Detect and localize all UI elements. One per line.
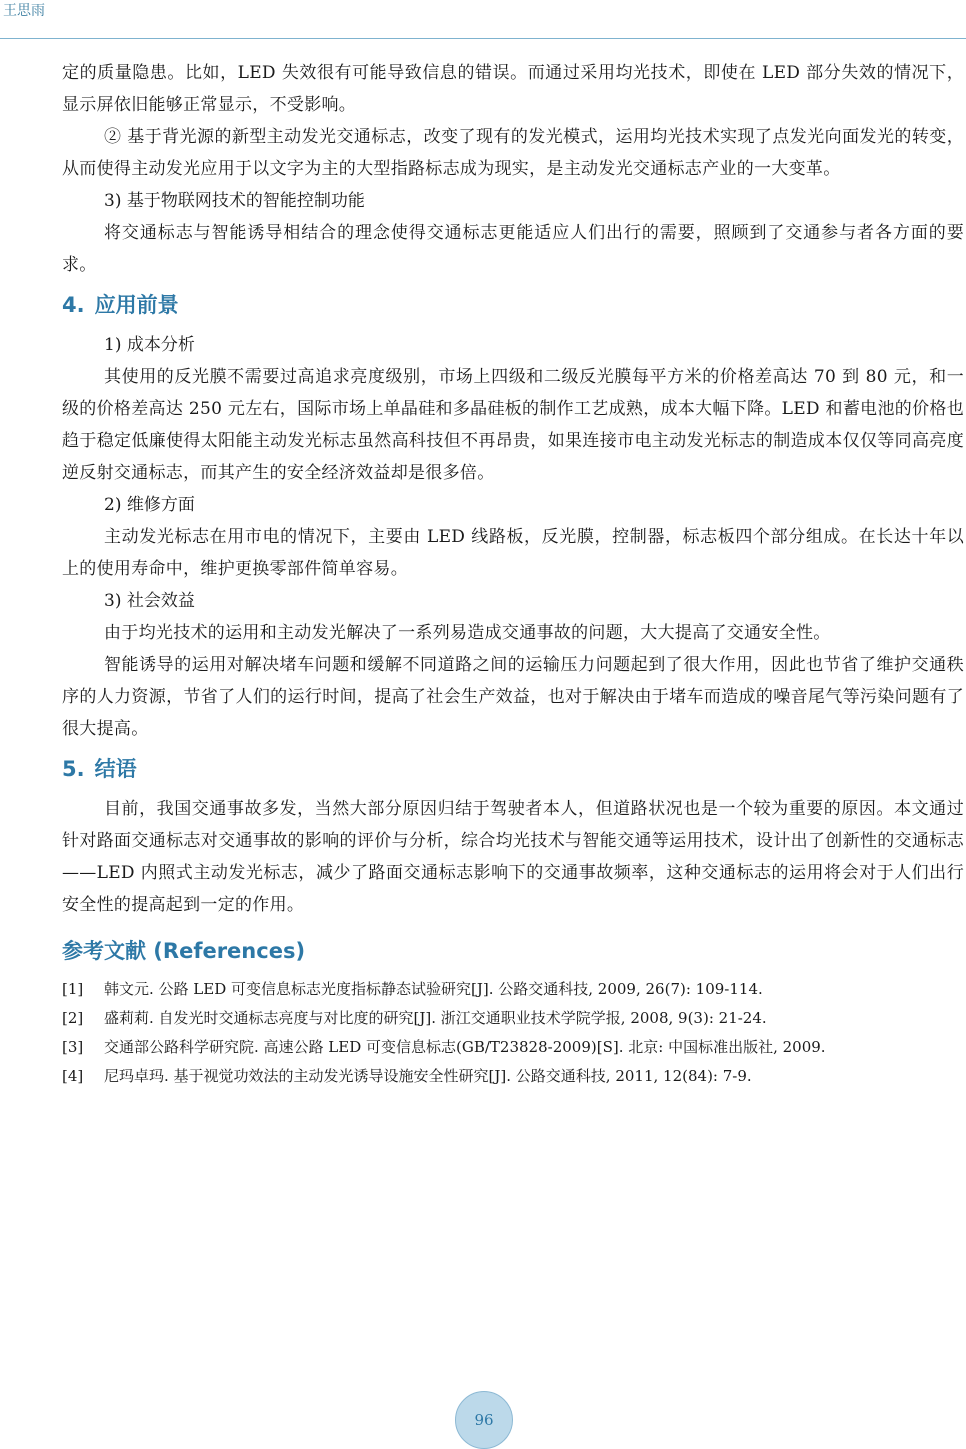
article-body (62, 57, 964, 1091)
page-number-badge: 96 (455, 1391, 513, 1449)
reference-item (62, 1033, 964, 1062)
references-heading: 参考文献 (References) (62, 939, 306, 963)
paragraph: 由于均光技术的运用和主动发光解决了一系列易造成交通事故的问题，大大提高了交通安全性。 (104, 623, 831, 643)
reference-item (62, 975, 964, 1004)
reference-text: 盛莉莉. 自发光时交通标志亮度与对比度的研究[J]. 浙江交通职业技术学院学报, 2008, 9(3): 21-24. (104, 1009, 767, 1027)
paragraph: 将交通标志与智能诱导相结合的理念使得交通标志更能适应人们出行的需要，照顾到了交通参与者各方面的要求。 (62, 223, 964, 275)
section-number: 5. (62, 757, 85, 781)
section-number: 4. (62, 293, 85, 317)
paragraph: 主动发光标志在用市电的情况下，主要由 LED 线路板，反光膜，控制器，标志板四个部分组成。在长达十年以上的使用寿命中，维护更换零部件简单容易。 (62, 527, 964, 579)
section-heading-4 (62, 287, 964, 323)
paragraph: ② 基于背光源的新型主动发光交通标志，改变了现有的发光模式，运用均光技术实现了点发光向面发光的转变，从而使得主动发光应用于以文字为主的大型指路标志成为现实，是主动发光交通标志产业的一大变革。 (62, 127, 964, 179)
subsection-heading: 1) 成本分析 (104, 335, 195, 355)
paragraph: 目前，我国交通事故多发，当然大部分原因归结于驾驶者本人，但道路状况也是一个较为重要的原因。本文通过针对路面交通标志对交通事故的影响的评价与分析，综合均光技术与智能交通等运用技术，设计出了创新性的交通标志——LED 内照式主动发光标志，减少了路面交通标志影响下的交通事故频率，这种交通标志的运用将会对于人们出行安全性的提高起到一定的作用。 (62, 799, 964, 915)
reference-number: [4] (62, 1067, 84, 1085)
subsection-heading: 3) 基于物联网技术的智能控制功能 (104, 191, 365, 211)
reference-text: 交通部公路科学研究院. 高速公路 LED 可变信息标志(GB/T23828-2009)[S]. 北京: 中国标准出版社, 2009. (104, 1038, 826, 1056)
reference-text: 尼玛卓玛. 基于视觉功效法的主动发光诱导设施安全性研究[J]. 公路交通科技, 2011, 12(84): 7-9. (104, 1067, 752, 1085)
section-heading-5 (62, 751, 964, 787)
reference-number: [3] (62, 1038, 84, 1056)
reference-number: [2] (62, 1009, 84, 1027)
header-divider (0, 38, 966, 39)
paragraph: 智能诱导的运用对解决堵车问题和缓解不同道路之间的运输压力问题起到了很大作用，因此也节省了维护交通秩序的人力资源，节省了人们的运行时间，提高了社会生产效益，也对于解决由于堵车而造成的噪音尾气等污染问题有了很大提高。 (62, 655, 964, 739)
reference-number: [1] (62, 980, 84, 998)
reference-item (62, 1062, 964, 1091)
subsection-heading: 2) 维修方面 (104, 495, 195, 515)
paragraph: 定的质量隐患。比如，LED 失效很有可能导致信息的错误。而通过采用均光技术，即使在 LED 部分失效的情况下，显示屏依旧能够正常显示，不受影响。 (62, 63, 964, 115)
reference-text: 韩文元. 公路 LED 可变信息标志光度指标静态试验研究[J]. 公路交通科技, 2009, 26(7): 109-114. (104, 980, 763, 998)
running-header-author: 王思雨 (3, 3, 45, 19)
reference-list (62, 975, 964, 1091)
section-title: 应用前景 (94, 293, 179, 317)
subsection-heading: 3) 社会效益 (104, 591, 195, 611)
reference-item (62, 1004, 964, 1033)
paragraph: 其使用的反光膜不需要过高追求亮度级别，市场上四级和二级反光膜每平方米的价格差高达 70 到 80 元，和一级的价格差高达 250 元左右，国际市场上单晶硅和多晶硅板的制作工艺成熟，成本大幅下降。LED 和蓄电池的价格也趋于稳定低廉使得太阳能主动发光标志虽然高科技但不再昂贵，如果连接市电主动发光标志的制造成本仅仅等同高亮度逆反射交通标志，而其产生的安全经济效益却是很多倍。 (62, 367, 964, 483)
section-title: 结语 (94, 757, 137, 781)
